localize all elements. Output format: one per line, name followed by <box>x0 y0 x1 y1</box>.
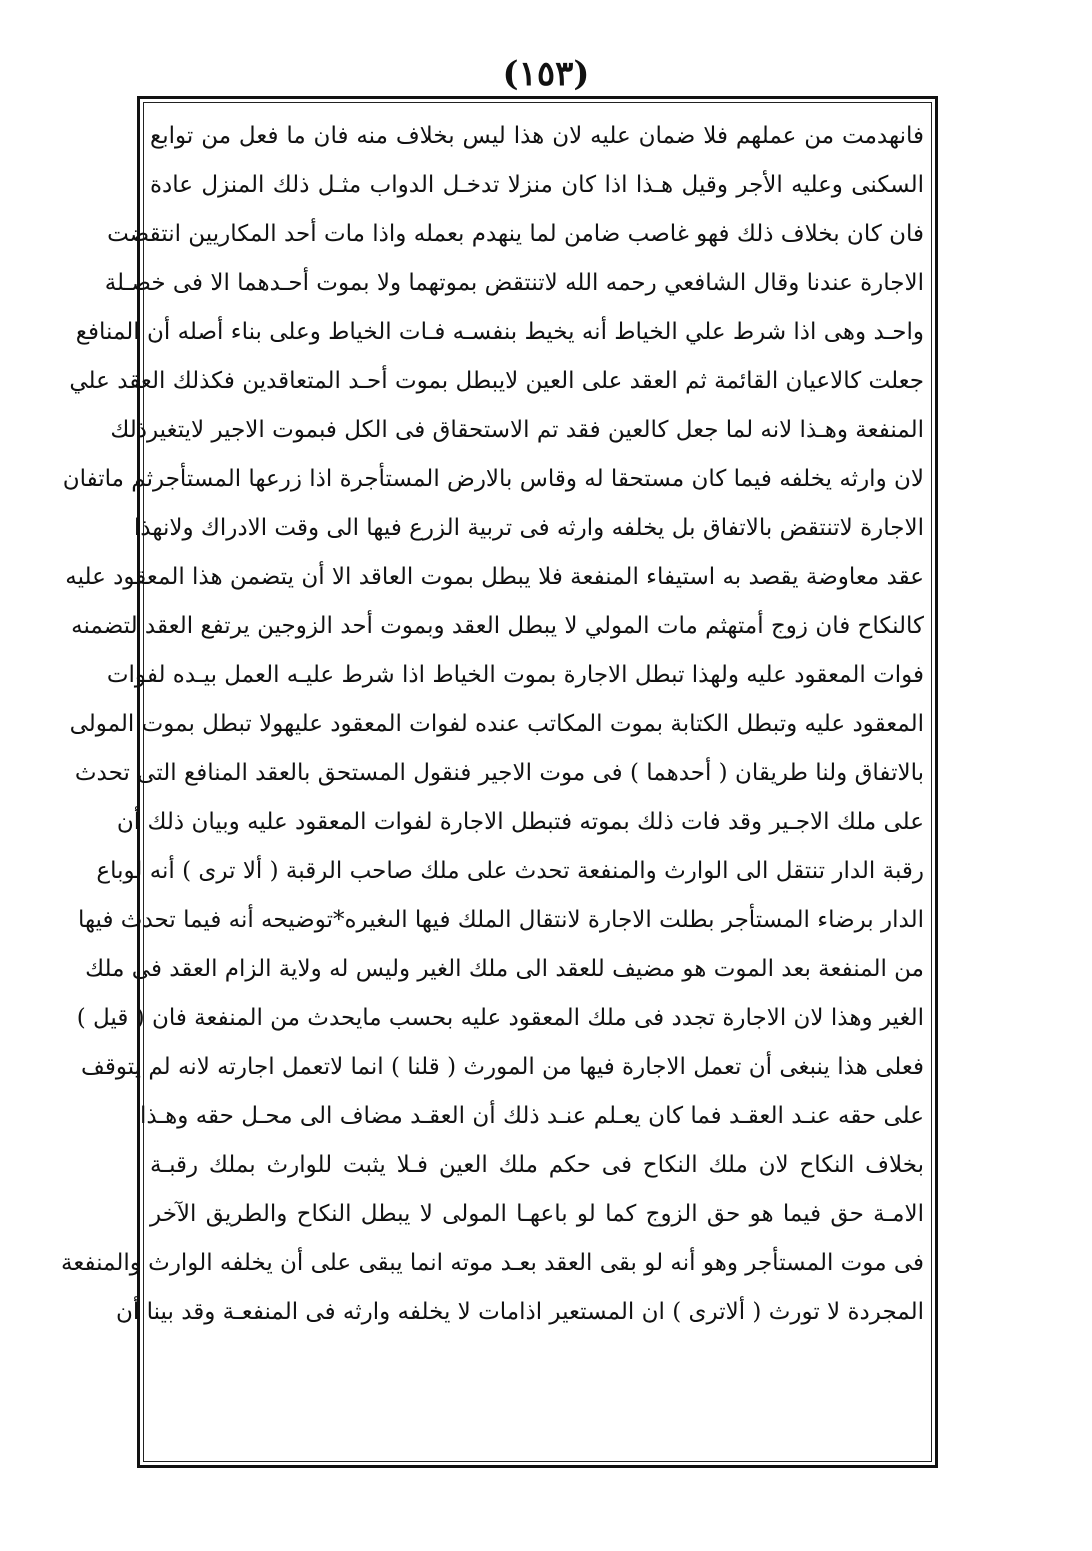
text-body <box>61 112 924 1337</box>
text-line-15: على ملك الاجـير وقد فات ذلك بموته فتبطل الاجارة لفوات المعقود عليه وبيان ذلك أن <box>116 809 924 835</box>
text-line-3: فان كان بخلاف ذلك فهو غاصب ضامن لما ينهدم بعمله واذا مات أحد المكاريين انتقضت <box>107 221 924 247</box>
text-line-14: بالاتفاق ولنا طريقان ( أحدهما ) فى موت الاجير فنقول المستحق بالعقد المنافع التى تحدث <box>74 760 924 786</box>
text-line-17: الدار برضاء المستأجر بطلت الاجارة لانتقال الملك فيها الىغيره*توضيحه أنه فيما تحدث فيها <box>77 907 924 933</box>
text-line-10: عقد معاوضة يقصد به استيفاء المنفعة فلا يبطل بموت العاقد الا أن يتضمن هذا المعقود عليه <box>65 564 924 590</box>
text-line-4: الاجارة عندنا وقال الشافعي رحمه الله لاتنتقض بموتهما ولا بموت أحـدهما الا فى خصـلة <box>104 270 924 296</box>
text-line-9: الاجارة لاتنتقض بالاتفاق بل يخلفه وارثه فى تربية الزرع فيها الى وقت الادراك ولانهذا <box>133 515 924 541</box>
page-number: (١٥٣) <box>502 54 590 94</box>
text-line-16: رقبة الدار تنتقل الى الوارث والمنفعة تحدث على ملك صاحب الرقبة ( ألا ترى ) أنه لوباع <box>96 858 924 884</box>
text-line-12: فوات المعقود عليه ولهذا تبطل الاجارة بموت الخياط اذا شرط عليـه العمل بيـده لفوات <box>106 662 924 688</box>
text-line-20: فعلى هذا ينبغى أن تعمل الاجارة فيها من المورث ( قلنا ) انما لاتعمل اجارته لانه لم يتوقف <box>81 1054 924 1080</box>
text-line-19: الغير وهذا لان الاجارة تجدد فى ملك المعقود عليه بحسب مايحدث من المنفعة فان ( قيل ) <box>76 1005 924 1031</box>
text-line-5: واحـد وهى اذا شرط علي الخياط أنه يخيط بنفسـه فـات الخياط وعلى بناء أصله أن المنافع <box>75 319 924 345</box>
text-line-11: كالنكاح فان زوج أمتهثم مات المولي لا يبطل العقد وبموت أحد الزوجين يرتفع العقد لتضمنه <box>71 613 924 639</box>
text-line-21: على حقه عنـد العقـد فما كان يعـلم عنـد ذلك أن العقـد مضاف الى محـل حقه وهـذا <box>139 1103 924 1129</box>
text-line-8: لان وارثه يخلفه فيما كان مستحقا له وقاس بالارض المستأجرة اذا زرعها المستأجرثم ماتفان <box>62 466 924 492</box>
text-line-18: من المنفعة بعد الموت هو مضيف للعقد الى ملك الغير وليس له ولاية الزام العقد فى ملك <box>85 956 924 982</box>
text-line-7: المنفعة وهـذا لانه لما جعل كالعين فقد تم الاستحقاق فى الكل فبموت الاجير لايتغيرذلك <box>110 417 924 443</box>
text-line-2: السكنى وعليه الأجر وقيل هـذا اذا كان منزلا تدخـل الدواب مثـل ذلك المنزل عادة <box>150 172 924 198</box>
text-line-25: المجردة لا تورث ( ألاترى ) ان المستعير اذامات لا يخلفه وارثه فى المنفعـة وقد بينا أن <box>116 1299 924 1325</box>
text-line-6: جعلت كالاعيان القائمة ثم العقد على العين لايبطل بموت أحـد المتعاقدين فكذلك العقد علي <box>69 368 924 394</box>
text-line-22: بخلاف النكاح لان ملك النكاح فى حكم ملك العين فـلا يثبت للوارث بملك رقبـة <box>150 1152 924 1178</box>
text-line-24: فى موت المستأجر وهو أنه لو بقى العقد بعـد موته انما يبقى على أن يخلفه الوارث والمنفعة <box>61 1250 924 1276</box>
text-line-13: المعقود عليه وتبطل الكتابة بموت المكاتب عنده لفوات المعقود عليهولا تبطل بموت المولى <box>69 711 924 737</box>
text-line-1: فانهدمت من عملهم فلا ضمان عليه لان هذا ليس بخلاف منه فان ما فعل من توابع <box>150 123 924 149</box>
text-line-23: الامـة حق فيما هو حق الزوج كما لو باعهـا المولى لا يبطل النكاح والطريق الآخر <box>150 1201 924 1227</box>
